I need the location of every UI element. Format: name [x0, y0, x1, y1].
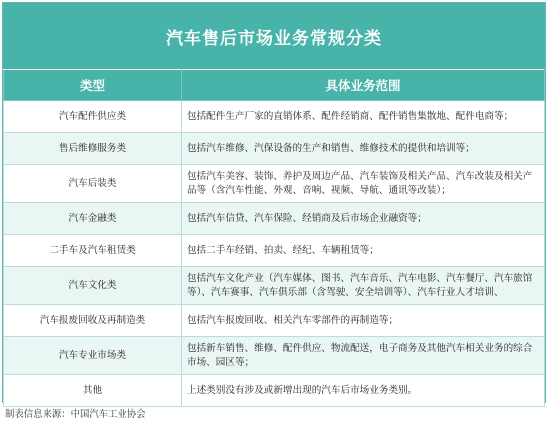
row-scope: 包括配件生产厂家的直销体系、配件经销商、配件销售集散地、配件电商等； [182, 101, 545, 133]
table-row [4, 235, 545, 267]
row-type: 汽车文化类 [4, 267, 182, 305]
row-type: 售后维修服务类 [4, 133, 182, 165]
row-scope: 包括汽车美容、装饰、养护及周边产品、汽车装饰及相关产品、汽车改装及相关产品等（含汽车性能、外观、音响、视频、导航、通讯等改装）； [182, 165, 545, 203]
table-row [4, 101, 545, 133]
table-title: 汽车售后市场业务常规分类 [3, 3, 545, 69]
table-row [4, 133, 545, 165]
row-scope: 包括汽车报废回收、相关汽车零部件的再制造等； [182, 305, 545, 337]
row-type: 汽车专业市场类 [4, 337, 182, 375]
table-row [4, 375, 545, 407]
table-row [4, 267, 545, 305]
classification-table [3, 69, 545, 407]
header-row [4, 70, 545, 101]
row-scope: 包括新车销售、维修、配件供应、物流配送，电子商务及其他汽车相关业务的综合市场、园区等； [182, 337, 545, 375]
table-row [4, 337, 545, 375]
source-note: 制表信息来源：中国汽车工业协会 [5, 409, 146, 420]
table-row [4, 203, 545, 235]
row-type: 汽车后装类 [4, 165, 182, 203]
row-scope: 上述类别没有涉及或新增出现的汽车后市场业务类别。 [182, 375, 545, 407]
header-scope: 具体业务范围 [182, 70, 545, 101]
row-scope: 包括二手车经销、拍卖、经纪、车辆租赁等； [182, 235, 545, 267]
table-row [4, 305, 545, 337]
row-type: 其他 [4, 375, 182, 407]
table-frame [2, 2, 546, 403]
row-type: 汽车金融类 [4, 203, 182, 235]
row-scope: 包括汽车文化产业（汽车媒体、图书、汽车音乐、汽车电影、汽车餐厅、汽车旅馆等）、汽车赛事、汽车俱乐部（含驾驶、安全培训等）、汽车行业人才培训、 [182, 267, 545, 305]
row-type: 汽车配件供应类 [4, 101, 182, 133]
table-row [4, 165, 545, 203]
row-type: 汽车报废回收及再制造类 [4, 305, 182, 337]
header-type: 类型 [4, 70, 182, 101]
row-type: 二手车及汽车租赁类 [4, 235, 182, 267]
row-scope: 包括汽车信贷、汽车保险、经销商及后市场企业融资等； [182, 203, 545, 235]
row-scope: 包括汽车维修、汽保设备的生产和销售、维修技术的提供和培训等； [182, 133, 545, 165]
